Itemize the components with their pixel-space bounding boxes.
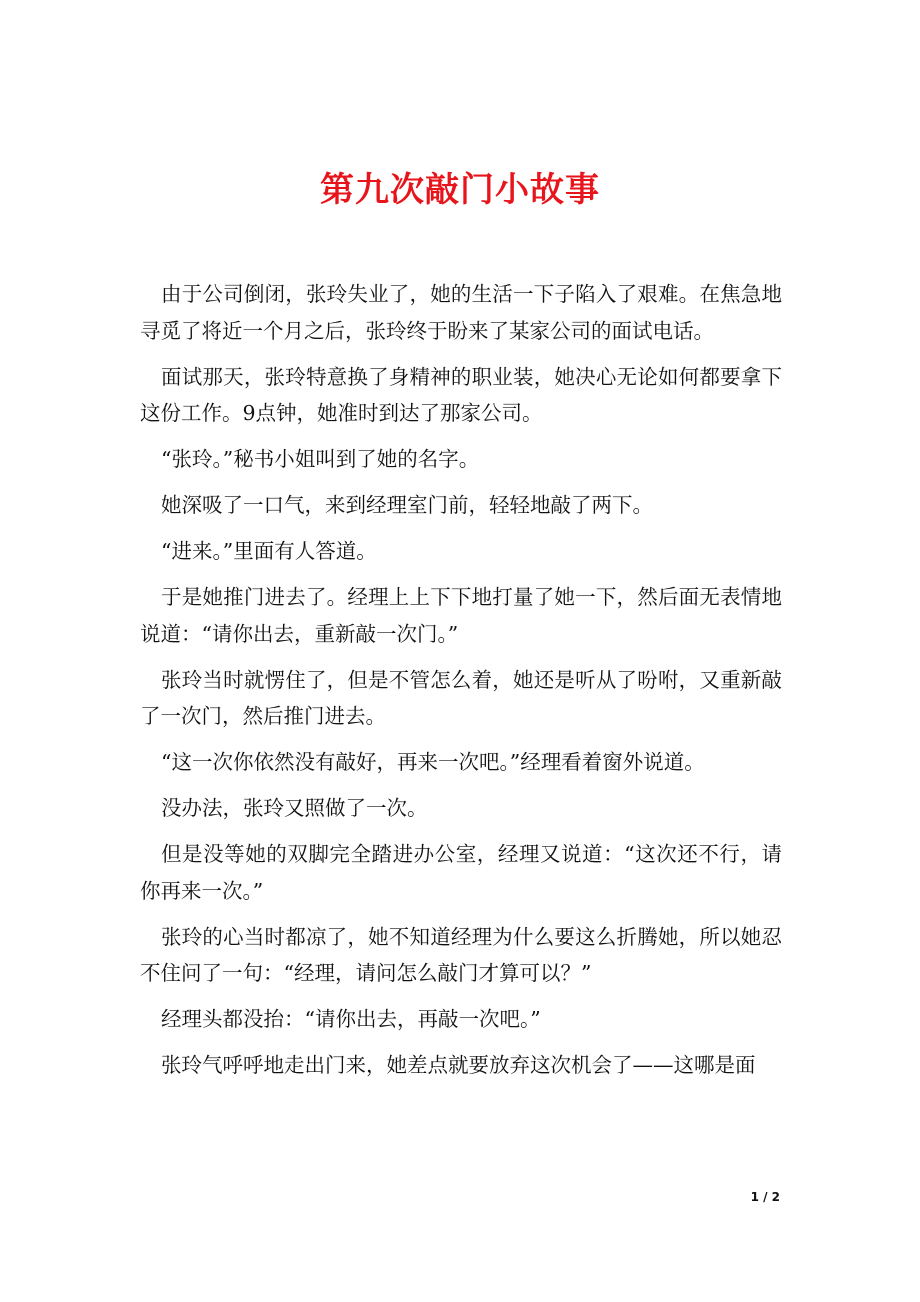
paragraph: 经理头都没抬：“请你出去，再敲一次吧。”: [161, 1007, 541, 1031]
paragraph: 张玲气呼呼地走出门来，她差点就要放弃这次机会了——这哪是面: [161, 1053, 756, 1077]
paragraph: 面试那天，张玲特意换了身精神的职业装，她决心无论如何都要拿下这份工作。9点钟，她准时到达了那家公司。: [140, 364, 782, 425]
paragraph: 张玲的心当时都凉了，她不知道经理为什么要这么折腾她，所以她忍不住问了一句：“经理，请问怎么敲门才算可以？”: [140, 924, 782, 985]
paragraph: 没办法，张玲又照做了一次。: [161, 796, 428, 820]
paragraph: “这一次你依然没有敲好，再来一次吧。”经理看着窗外说道。: [161, 750, 705, 774]
paragraph: 张玲当时就愣住了，但是不管怎么着，她还是听从了吩咐，又重新敲了一次门，然后推门进去。: [140, 667, 782, 728]
paragraph: “进来。”里面有人答道。: [161, 539, 377, 563]
paragraph: 但是没等她的双脚完全踏进办公室，经理又说道：“这次还不行，请你再来一次。”: [140, 842, 782, 903]
paragraph: 她深吸了一口气，来到经理室门前，轻轻地敲了两下。: [161, 493, 653, 517]
paragraph: “张玲。”秘书小姐叫到了她的名字。: [161, 447, 480, 471]
paragraph: 于是她推门进去了。经理上上下下地打量了她一下，然后面无表情地说道：“请你出去，重新敲一次门。”: [140, 585, 782, 646]
paragraph: 由于公司倒闭，张玲失业了，她的生活一下子陷入了艰难。在焦急地寻觅了将近一个月之后，张玲终于盼来了某家公司的面试电话。: [140, 282, 782, 343]
page-number: 1 / 2: [750, 1190, 780, 1204]
document-body: [140, 276, 782, 1093]
document-title: 第九次敲门小故事: [320, 169, 600, 210]
